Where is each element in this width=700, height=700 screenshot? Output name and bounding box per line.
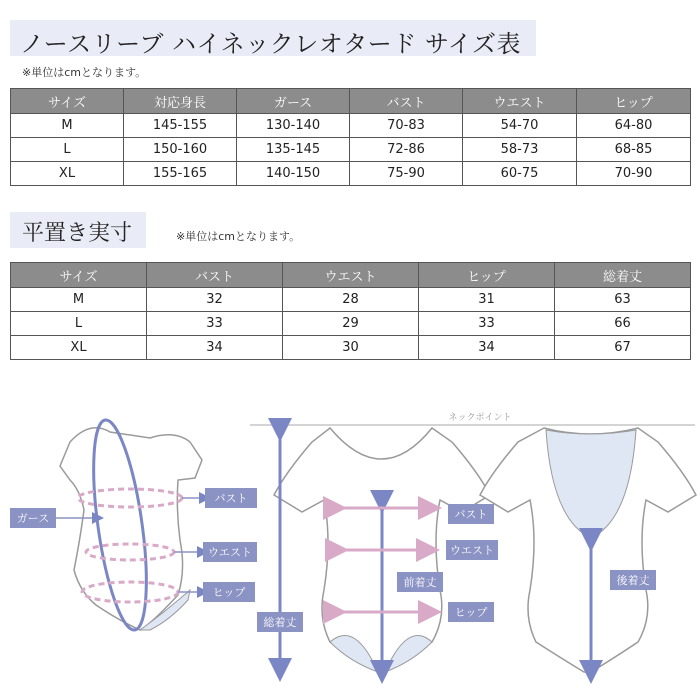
table-cell: 58-73 — [463, 138, 577, 162]
header-hip: ヒップ — [577, 89, 691, 114]
table-cell: 75-90 — [350, 162, 463, 186]
table-cell: M — [11, 288, 147, 312]
table-cell: 60-75 — [463, 162, 577, 186]
table-cell: 145-155 — [124, 114, 237, 138]
size-chart-table — [10, 88, 691, 186]
flat-figures — [250, 412, 696, 672]
table-cell: 34 — [419, 336, 555, 360]
measurement-diagram — [0, 380, 700, 700]
table-cell: 33 — [147, 312, 283, 336]
label-flat-hip: ヒップ — [454, 606, 488, 619]
table-cell: 64-80 — [577, 114, 691, 138]
table-cell: XL — [11, 336, 147, 360]
table-row — [11, 336, 691, 360]
header-waist: ウエスト — [283, 263, 419, 288]
label-flat-waist: ウエスト — [450, 544, 494, 557]
table-row — [11, 312, 691, 336]
table-cell: 130-140 — [237, 114, 350, 138]
header-height: 対応身長 — [124, 89, 237, 114]
header-size: サイズ — [11, 89, 124, 114]
table-cell: L — [11, 312, 147, 336]
table-cell: 150-160 — [124, 138, 237, 162]
label-bust: バスト — [214, 492, 248, 505]
table-cell: 66 — [555, 312, 691, 336]
header-size: サイズ — [11, 263, 147, 288]
table-row — [11, 114, 691, 138]
table-cell: 67 — [555, 336, 691, 360]
header-total-length: 総着丈 — [555, 263, 691, 288]
table-cell: 34 — [147, 336, 283, 360]
label-waist: ウエスト — [208, 546, 252, 559]
header-bust: バスト — [147, 263, 283, 288]
unit-note: ※単位はcmとなります。 — [22, 66, 147, 79]
table-cell: 28 — [283, 288, 419, 312]
table-cell: XL — [11, 162, 124, 186]
label-girth: ガース — [16, 512, 50, 525]
header-hip: ヒップ — [419, 263, 555, 288]
table-cell: 31 — [419, 288, 555, 312]
table-cell: 33 — [419, 312, 555, 336]
table-cell: 70-83 — [350, 114, 463, 138]
table-cell: L — [11, 138, 124, 162]
table-cell: 72-86 — [350, 138, 463, 162]
header-girth: ガース — [237, 89, 350, 114]
label-hip: ヒップ — [212, 586, 246, 599]
flat-measurement-table — [10, 262, 691, 360]
neck-point-label: ネックポイント — [448, 413, 512, 423]
table-cell: M — [11, 114, 124, 138]
label-front-length: 前着丈 — [403, 576, 437, 589]
table-cell: 70-90 — [577, 162, 691, 186]
figure-3d — [10, 417, 257, 633]
table-row — [11, 288, 691, 312]
page-title: ノースリーブ ハイネックレオタード サイズ表 — [20, 30, 521, 58]
table-cell: 155-165 — [124, 162, 237, 186]
table-cell: 30 — [283, 336, 419, 360]
table-header-row — [11, 89, 691, 114]
table-row — [11, 138, 691, 162]
table-row — [11, 162, 691, 186]
label-back-length: 後着丈 — [616, 574, 650, 587]
table-cell: 29 — [283, 312, 419, 336]
label-total-length: 総着丈 — [263, 616, 297, 629]
table-cell: 63 — [555, 288, 691, 312]
section-title: 平置き実寸 — [22, 221, 133, 246]
table-cell: 135-145 — [237, 138, 350, 162]
table-cell: 54-70 — [463, 114, 577, 138]
table-cell: 32 — [147, 288, 283, 312]
header-bust: バスト — [350, 89, 463, 114]
table-cell: 140-150 — [237, 162, 350, 186]
header-waist: ウエスト — [463, 89, 577, 114]
table-cell: 68-85 — [577, 138, 691, 162]
unit-note-2: ※単位はcmとなります。 — [176, 230, 301, 243]
table-header-row — [11, 263, 691, 288]
label-flat-bust: バスト — [454, 508, 488, 521]
